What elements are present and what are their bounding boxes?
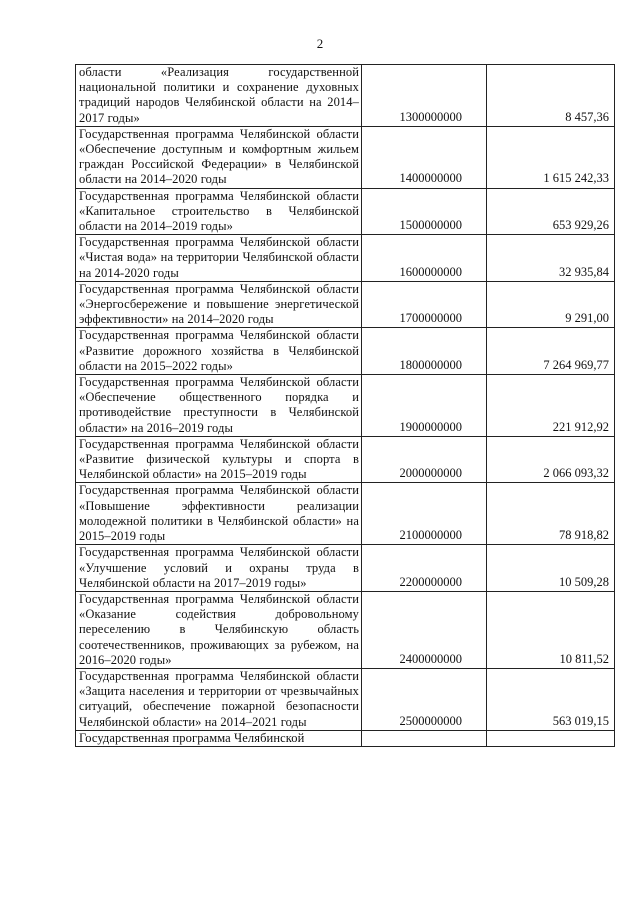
program-code: 2100000000: [362, 483, 487, 545]
program-name: Государственная программа Челябинской области «Защита населения и территории от чрезвычайных ситуаций, обеспечение пожарной безопасности Челябинской области» на 2014–2021 годы: [76, 668, 362, 730]
table-row-truncated: [76, 730, 615, 746]
program-code: 1900000000: [362, 375, 487, 437]
program-code: 1700000000: [362, 281, 487, 328]
program-name: Государственная программа Челябинской области «Чистая вода» на территории Челябинской области на 2014-2020 годы: [76, 235, 362, 282]
program-code: 2000000000: [362, 436, 487, 483]
program-code: 2500000000: [362, 668, 487, 730]
program-amount: 563 019,15: [487, 668, 615, 730]
program-name: Государственная программа Челябинской области «Обеспечение общественного порядка и противодействие преступности в Челябинской области» на 2016–2019 годы: [76, 375, 362, 437]
program-name: Государственная программа Челябинской: [76, 730, 362, 746]
table-row: [76, 436, 615, 483]
program-code: 1300000000: [362, 65, 487, 127]
program-amount: 2 066 093,32: [487, 436, 615, 483]
table-row: [76, 375, 615, 437]
program-amount: 9 291,00: [487, 281, 615, 328]
program-amount: 7 264 969,77: [487, 328, 615, 375]
table-row: [76, 126, 615, 188]
program-amount: [487, 730, 615, 746]
table-row: [76, 328, 615, 375]
table-row: [76, 188, 615, 235]
program-amount: 653 929,26: [487, 188, 615, 235]
program-code: 1500000000: [362, 188, 487, 235]
program-name: Государственная программа Челябинской области «Улучшение условий и охраны труда в Челябинской области на 2017–2019 годы»: [76, 545, 362, 592]
program-amount: 221 912,92: [487, 375, 615, 437]
table-row: [76, 668, 615, 730]
program-code: 2200000000: [362, 545, 487, 592]
program-amount: 78 918,82: [487, 483, 615, 545]
table-row: [76, 483, 615, 545]
program-amount: 10 509,28: [487, 545, 615, 592]
program-amount: 32 935,84: [487, 235, 615, 282]
program-code: 1600000000: [362, 235, 487, 282]
program-code: 1400000000: [362, 126, 487, 188]
table-row: [76, 281, 615, 328]
table-row: [76, 65, 615, 127]
program-amount: 1 615 242,33: [487, 126, 615, 188]
program-code: 2400000000: [362, 591, 487, 668]
program-code: 1800000000: [362, 328, 487, 375]
program-name: области «Реализация государственной национальной политики и сохранение духовных традиций народов Челябинской области на 2014–2017 годы»: [76, 65, 362, 127]
program-name: Государственная программа Челябинской области «Капитальное строительство в Челябинской области на 2014–2019 годы»: [76, 188, 362, 235]
program-code: [362, 730, 487, 746]
program-name: Государственная программа Челябинской области «Оказание содействия добровольному переселению в Челябинскую область соотечественников, проживающих за рубежом, на 2016–2020 годы»: [76, 591, 362, 668]
program-name: Государственная программа Челябинской области «Повышение эффективности реализации молодежной политики в Челябинской области» на 2015–2019 годы: [76, 483, 362, 545]
program-name: Государственная программа Челябинской области «Развитие дорожного хозяйства в Челябинской области на 2015–2022 годы»: [76, 328, 362, 375]
program-name: Государственная программа Челябинской области «Энергосбережение и повышение энергетической эффективности» на 2014–2020 годы: [76, 281, 362, 328]
budget-table: [75, 64, 615, 747]
table-row: [76, 545, 615, 592]
table-row: [76, 591, 615, 668]
program-amount: 8 457,36: [487, 65, 615, 127]
table-row: [76, 235, 615, 282]
program-name: Государственная программа Челябинской области «Развитие физической культуры и спорта в Челябинской области» на 2015–2019 годы: [76, 436, 362, 483]
program-name: Государственная программа Челябинской области «Обеспечение доступным и комфортным жильем граждан Российской Федерации» в Челябинской области на 2014–2020 годы: [76, 126, 362, 188]
page-number: 2: [316, 36, 324, 51]
program-amount: 10 811,52: [487, 591, 615, 668]
